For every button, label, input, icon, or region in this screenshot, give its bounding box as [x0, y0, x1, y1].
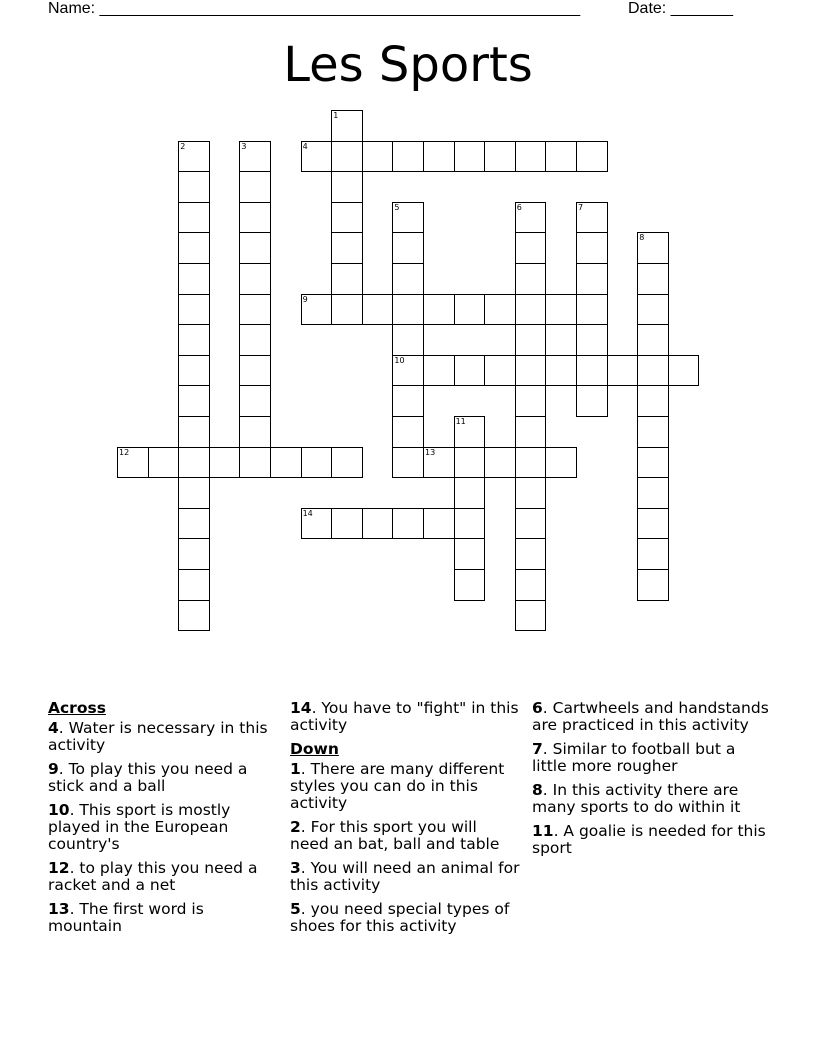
- grid-cell[interactable]: [454, 141, 486, 173]
- grid-cell[interactable]: [178, 508, 210, 540]
- clues-column-3: [532, 700, 772, 864]
- clue-across-12: 12. to play this you need a racket and a net: [48, 859, 258, 894]
- grid-cell[interactable]: [515, 508, 547, 540]
- clue-number: 6: [516, 202, 522, 212]
- grid-cell[interactable]: [301, 508, 333, 540]
- grid-cell[interactable]: [178, 171, 210, 203]
- clue-across-14: 14. You have to "fight" in this activity: [290, 699, 519, 734]
- grid-cell[interactable]: [178, 324, 210, 356]
- grid-cell[interactable]: [454, 294, 486, 326]
- grid-cell[interactable]: [515, 538, 547, 570]
- grid-cell[interactable]: [301, 447, 333, 479]
- grid-cell[interactable]: [331, 202, 363, 234]
- grid-cell[interactable]: [178, 263, 210, 295]
- grid-cell[interactable]: [239, 202, 271, 234]
- grid-cell[interactable]: [178, 538, 210, 570]
- grid-cell[interactable]: [331, 508, 363, 540]
- clue-down-3: 3. You will need an animal for this activity: [290, 859, 520, 894]
- grid-cell[interactable]: [178, 141, 210, 173]
- clue-number: 2: [180, 141, 186, 151]
- grid-cell[interactable]: [178, 294, 210, 326]
- page-title: Les Sports: [283, 37, 533, 93]
- grid-cell[interactable]: [178, 600, 210, 632]
- clue-down-8: 8. In this activity there are many sports to do within it: [532, 781, 741, 816]
- grid-cell[interactable]: [331, 294, 363, 326]
- grid-cell[interactable]: [515, 324, 547, 356]
- grid-cell[interactable]: [331, 232, 363, 264]
- grid-cell[interactable]: [515, 569, 547, 601]
- grid-cell[interactable]: [545, 294, 577, 326]
- clue-number: 8: [639, 233, 645, 243]
- clue-number: 7: [578, 202, 584, 212]
- grid-cell[interactable]: [515, 141, 547, 173]
- grid-cell[interactable]: [484, 141, 516, 173]
- grid-cell[interactable]: [239, 141, 271, 173]
- grid-cell[interactable]: [515, 355, 547, 387]
- grid-cell[interactable]: [484, 447, 516, 479]
- grid-cell[interactable]: [576, 232, 608, 264]
- grid-cell[interactable]: [454, 416, 486, 448]
- grid-cell[interactable]: [392, 355, 424, 387]
- grid-cell[interactable]: [331, 447, 363, 479]
- grid-cell[interactable]: [239, 324, 271, 356]
- grid-cell[interactable]: [392, 508, 424, 540]
- grid-cell[interactable]: [178, 385, 210, 417]
- grid-cell[interactable]: [423, 294, 455, 326]
- grid-cell[interactable]: [637, 416, 669, 448]
- grid-cell[interactable]: [239, 355, 271, 387]
- clue-down-6: 6. Cartwheels and handstands are practiced in this activity: [532, 699, 769, 734]
- clue-down-11: 11. A goalie is needed for this sport: [532, 822, 766, 857]
- grid-cell[interactable]: [392, 416, 424, 448]
- grid-cell[interactable]: [239, 171, 271, 203]
- grid-cell[interactable]: [331, 110, 363, 142]
- grid-cell[interactable]: [637, 263, 669, 295]
- grid-cell[interactable]: [392, 232, 424, 264]
- grid-cell[interactable]: [362, 141, 394, 173]
- grid-cell[interactable]: [576, 355, 608, 387]
- clue-across-13: 13. The first word is mountain: [48, 900, 204, 935]
- grid-cell[interactable]: [178, 477, 210, 509]
- grid-cell[interactable]: [484, 355, 516, 387]
- clue-down-2: 2. For this sport you will need an bat, ball and table: [290, 818, 500, 853]
- grid-cell[interactable]: [270, 447, 302, 479]
- grid-cell[interactable]: [454, 477, 486, 509]
- grid-cell[interactable]: [515, 416, 547, 448]
- grid-cell[interactable]: [178, 232, 210, 264]
- grid-cell[interactable]: [454, 538, 486, 570]
- grid-cell[interactable]: [454, 508, 486, 540]
- clue-number: 1: [333, 111, 339, 120]
- clue-number: 10: [394, 355, 405, 365]
- grid-cell[interactable]: [148, 447, 180, 479]
- clue-number: 11: [455, 417, 466, 426]
- grid-cell[interactable]: [178, 569, 210, 601]
- grid-cell[interactable]: [362, 508, 394, 540]
- grid-cell[interactable]: [239, 447, 271, 479]
- grid-cell[interactable]: [392, 294, 424, 326]
- grid-cell[interactable]: [515, 263, 547, 295]
- grid-cell[interactable]: [637, 538, 669, 570]
- grid-cell[interactable]: [423, 141, 455, 173]
- grid-cell[interactable]: [362, 294, 394, 326]
- grid-cell[interactable]: [637, 232, 669, 264]
- grid-cell[interactable]: [637, 324, 669, 356]
- clue-down-1: 1. There are many different styles you can do in this activity: [290, 760, 505, 812]
- grid-cell[interactable]: [637, 447, 669, 479]
- grid-cell[interactable]: [515, 600, 547, 632]
- grid-cell[interactable]: [484, 294, 516, 326]
- grid-cell[interactable]: [392, 263, 424, 295]
- grid-cell[interactable]: [454, 447, 486, 479]
- grid-cell[interactable]: [239, 263, 271, 295]
- grid-cell[interactable]: [515, 385, 547, 417]
- clue-number: 13: [425, 447, 436, 457]
- grid-cell[interactable]: [545, 447, 577, 479]
- clue-across-10: 10. This sport is mostly played in the European country's: [48, 801, 231, 853]
- grid-cell[interactable]: [392, 447, 424, 479]
- grid-cell[interactable]: [454, 355, 486, 387]
- name-field-label: Name: ______________________________________________________: [48, 0, 581, 17]
- grid-cell[interactable]: [454, 569, 486, 601]
- grid-cell[interactable]: [576, 202, 608, 234]
- grid-cell[interactable]: [209, 447, 241, 479]
- grid-cell[interactable]: [637, 477, 669, 509]
- grid-cell[interactable]: [576, 263, 608, 295]
- grid-cell[interactable]: [301, 294, 333, 326]
- down-heading: Down: [290, 740, 339, 758]
- grid-cell[interactable]: [392, 385, 424, 417]
- grid-cell[interactable]: [392, 324, 424, 356]
- clue-number: 12: [119, 447, 130, 457]
- grid-cell[interactable]: [239, 416, 271, 448]
- across-heading: Across: [48, 699, 106, 717]
- grid-cell[interactable]: [515, 202, 547, 234]
- clue-number: 3: [241, 141, 247, 151]
- grid-cell[interactable]: [239, 294, 271, 326]
- clue-number: 14: [302, 508, 313, 518]
- grid-cell[interactable]: [545, 141, 577, 173]
- clue-down-5: 5. you need special types of shoes for this activity: [290, 900, 510, 935]
- grid-cell[interactable]: [331, 141, 363, 173]
- grid-cell[interactable]: [423, 447, 455, 479]
- grid-cell[interactable]: [423, 355, 455, 387]
- grid-cell[interactable]: [515, 447, 547, 479]
- grid-cell[interactable]: [637, 569, 669, 601]
- grid-cell[interactable]: [178, 202, 210, 234]
- grid-cell[interactable]: [576, 385, 608, 417]
- clue-down-7: 7. Similar to football but a little more rougher: [532, 740, 736, 775]
- grid-cell[interactable]: [178, 416, 210, 448]
- grid-cell[interactable]: [178, 447, 210, 479]
- grid-cell[interactable]: [515, 232, 547, 264]
- grid-cell[interactable]: [637, 355, 669, 387]
- grid-cell[interactable]: [331, 263, 363, 295]
- clue-across-9: 9. To play this you need a stick and a ball: [48, 760, 248, 795]
- grid-cell[interactable]: [239, 385, 271, 417]
- grid-cell[interactable]: [637, 294, 669, 326]
- clue-number: 5: [394, 202, 400, 212]
- grid-cell[interactable]: [117, 447, 149, 479]
- grid-cell[interactable]: [637, 508, 669, 540]
- grid-cell[interactable]: [301, 141, 333, 173]
- grid-cell[interactable]: [239, 232, 271, 264]
- clues-column-2: [290, 700, 520, 942]
- grid-cell[interactable]: [423, 508, 455, 540]
- grid-cell[interactable]: [392, 141, 424, 173]
- grid-cell[interactable]: [178, 355, 210, 387]
- grid-cell[interactable]: [515, 294, 547, 326]
- grid-cell[interactable]: [607, 355, 639, 387]
- clue-number: 4: [302, 141, 308, 151]
- clue-number: 9: [302, 294, 308, 304]
- grid-cell[interactable]: [576, 141, 608, 173]
- grid-cell[interactable]: [576, 294, 608, 326]
- clues-column-1: [48, 700, 273, 942]
- grid-cell[interactable]: [668, 355, 700, 387]
- grid-cell[interactable]: [515, 477, 547, 509]
- grid-cell[interactable]: [576, 324, 608, 356]
- grid-cell[interactable]: [392, 202, 424, 234]
- clue-across-4: 4. Water is necessary in this activity: [48, 719, 268, 754]
- date-field-label: Date: _______: [628, 0, 733, 17]
- grid-cell[interactable]: [545, 355, 577, 387]
- grid-cell[interactable]: [331, 171, 363, 203]
- grid-cell[interactable]: [637, 385, 669, 417]
